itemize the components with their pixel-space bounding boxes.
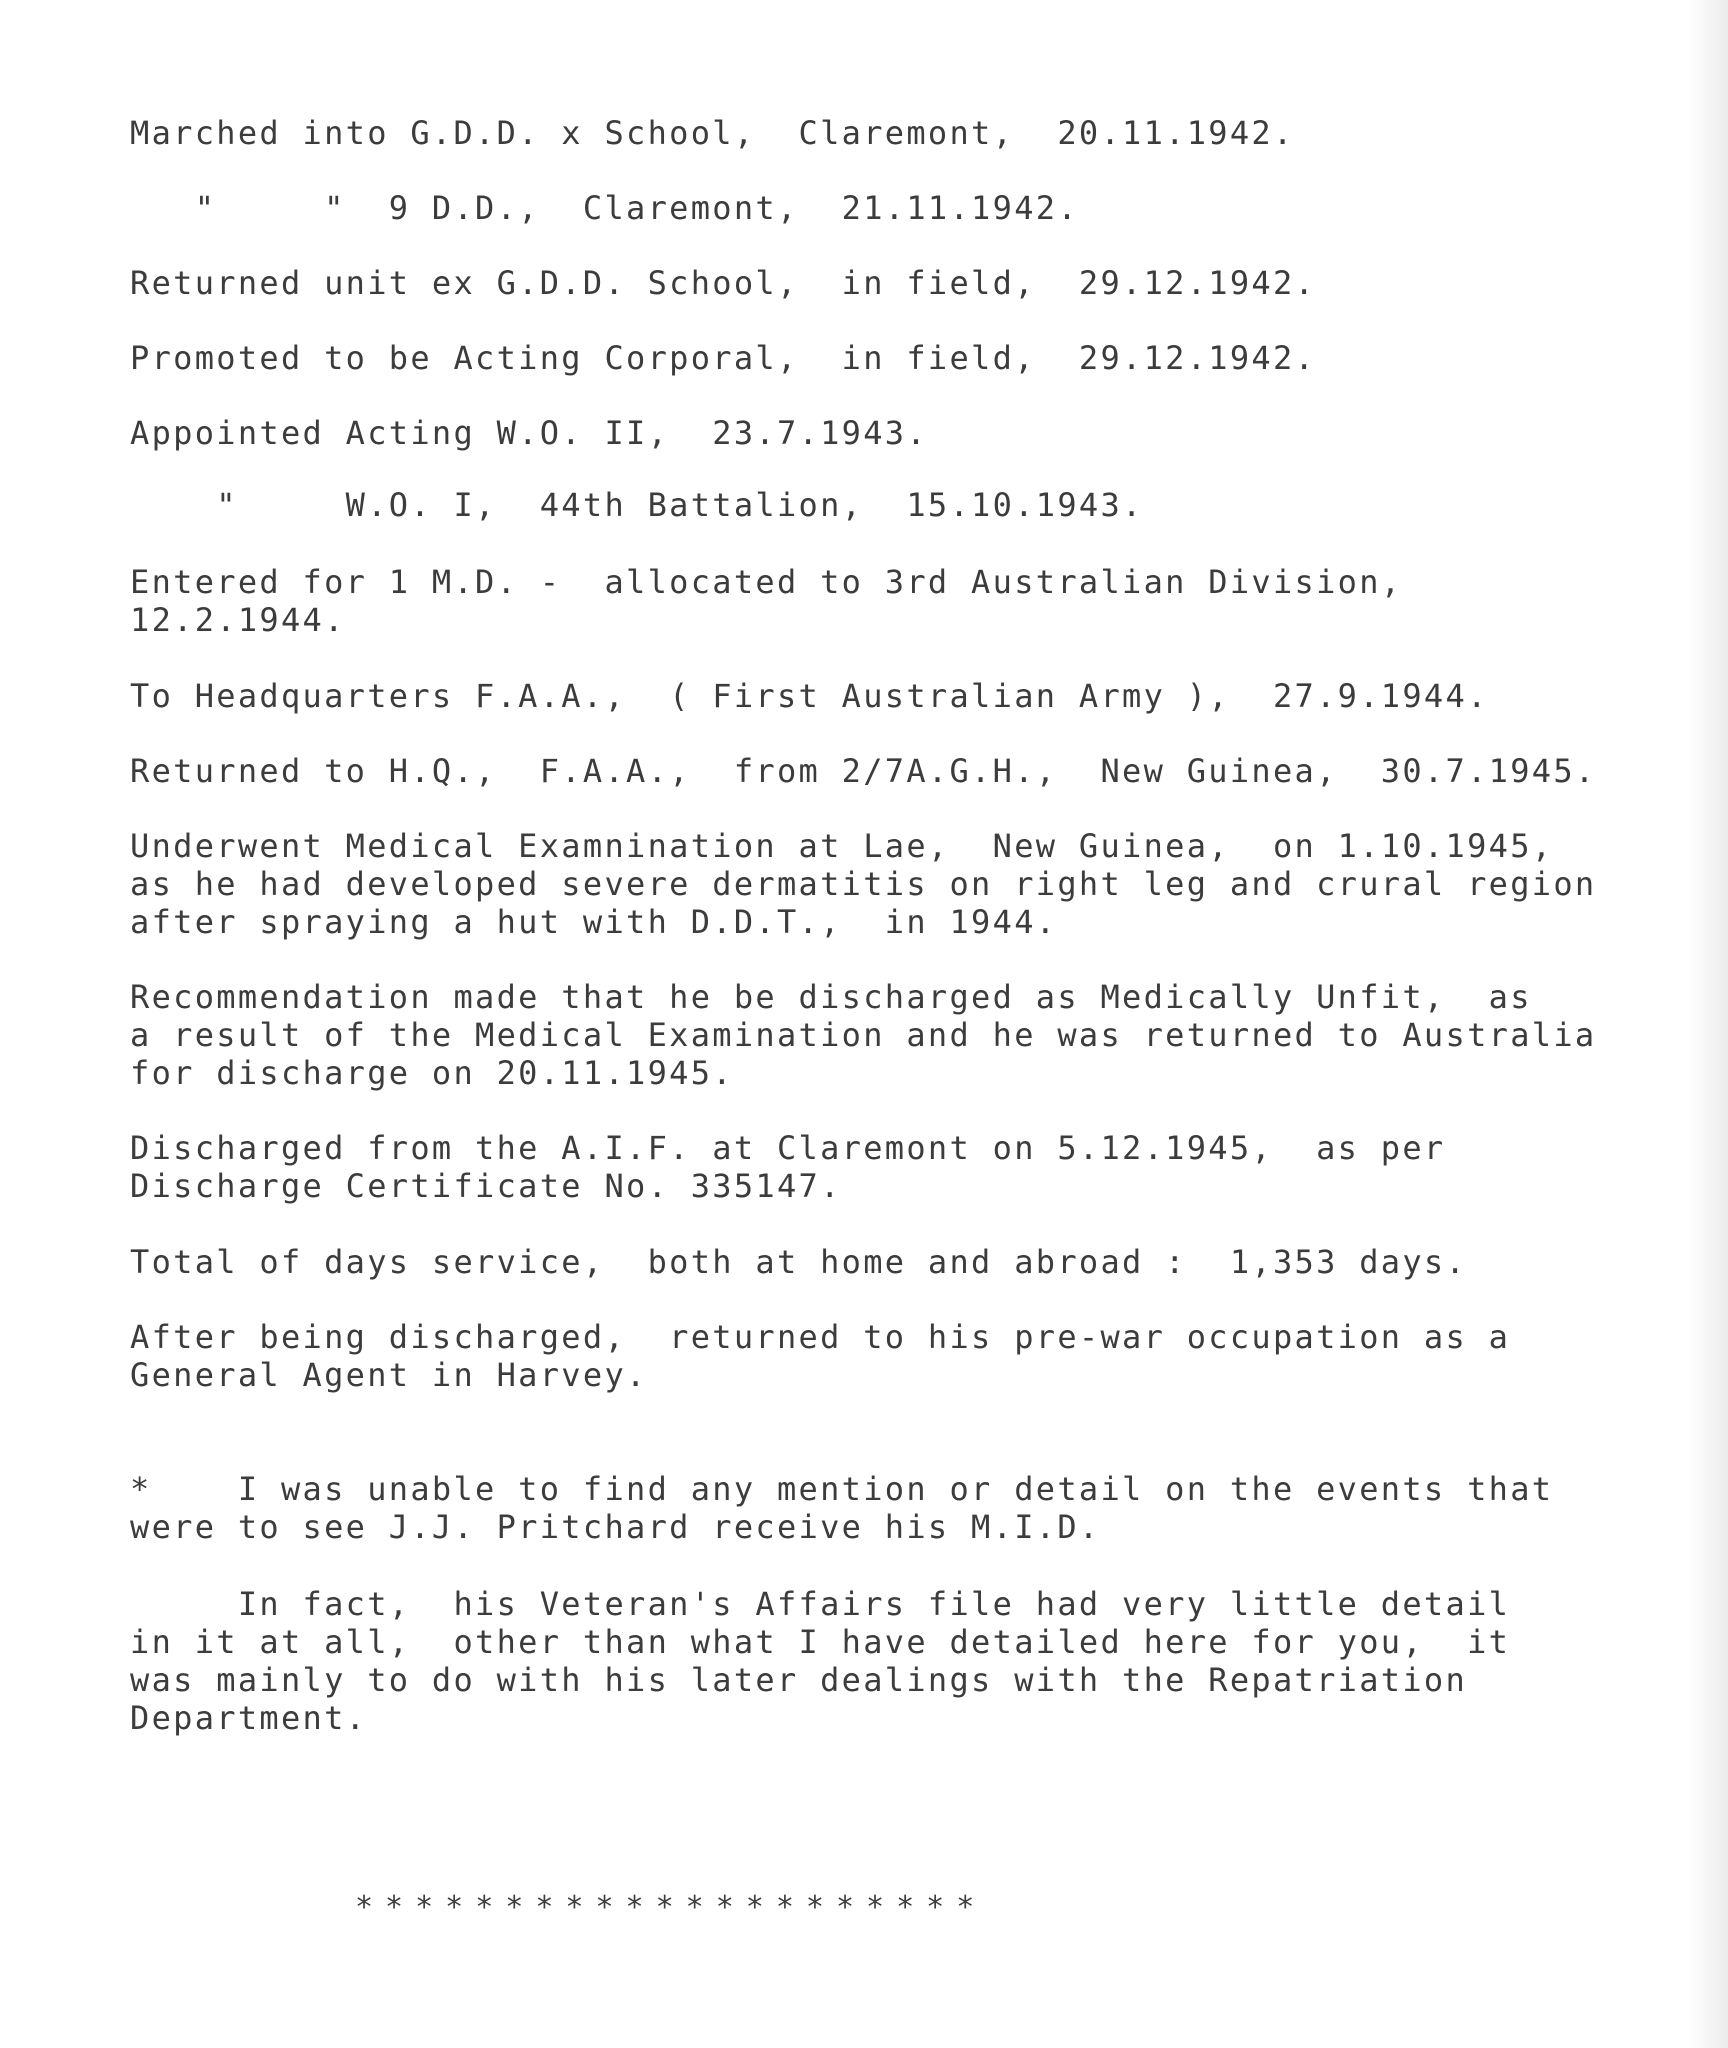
closing-paragraph <box>130 1585 1690 1737</box>
service-entry <box>130 827 1690 941</box>
footer-asterisk-divider: ********************* <box>355 1890 987 1925</box>
entry-line: Entered for 1 M.D. - allocated to 3rd Australian Division, <box>130 563 1403 601</box>
closing-line: Department. <box>130 1699 368 1737</box>
entry-line: " " 9 D.D., Claremont, 21.11.1942. <box>130 189 1079 227</box>
service-entry <box>130 752 1690 790</box>
service-entry <box>130 1243 1690 1281</box>
entry-line: Discharged from the A.I.F. at Claremont on 5.12.1945, as per <box>130 1129 1446 1167</box>
closing-line: was mainly to do with his later dealings with the Repatriation <box>130 1661 1468 1699</box>
service-entry <box>130 1129 1690 1205</box>
entry-line: General Agent in Harvey. <box>130 1356 648 1394</box>
service-entry <box>130 486 1690 524</box>
entry-line: after spraying a hut with D.D.T., in 1944. <box>130 903 1058 941</box>
entry-line: a result of the Medical Examination and he was returned to Australia <box>130 1016 1597 1054</box>
closing-line: In fact, his Veteran's Affairs file had very little detail <box>130 1585 1511 1623</box>
entry-line: Returned to H.Q., F.A.A., from 2/7A.G.H., New Guinea, 30.7.1945. <box>130 752 1597 790</box>
entry-line: Returned unit ex G.D.D. School, in field, 29.12.1942. <box>130 264 1317 302</box>
entry-line: Underwent Medical Examnination at Lae, New Guinea, on 1.10.1945, <box>130 827 1554 865</box>
footnote-line: * I was unable to find any mention or detail on the events that <box>130 1470 1554 1508</box>
entry-line: Recommendation made that he be discharged as Medically Unfit, as <box>130 978 1532 1016</box>
service-entry <box>130 978 1690 1092</box>
service-entry <box>130 339 1690 377</box>
page-edge-shadow <box>1688 0 1728 2048</box>
service-entry <box>130 114 1690 152</box>
entry-line: " W.O. I, 44th Battalion, 15.10.1943. <box>130 486 1144 524</box>
entry-line: as he had developed severe dermatitis on right leg and crural region <box>130 865 1597 903</box>
service-entry <box>130 264 1690 302</box>
closing-line: in it at all, other than what I have detailed here for you, it <box>130 1623 1511 1661</box>
entry-line: for discharge on 20.11.1945. <box>130 1054 734 1092</box>
entry-line: Marched into G.D.D. x School, Claremont, 20.11.1942. <box>130 114 1295 152</box>
service-entry <box>130 677 1690 715</box>
entry-line: 12.2.1944. <box>130 601 346 639</box>
footnote <box>130 1470 1690 1546</box>
entry-line: To Headquarters F.A.A., ( First Australian Army ), 27.9.1944. <box>130 677 1489 715</box>
entry-line: Total of days service, both at home and abroad : 1,353 days. <box>130 1243 1468 1281</box>
service-entry <box>130 414 1690 452</box>
entry-line: Discharge Certificate No. 335147. <box>130 1167 842 1205</box>
footnote-line: were to see J.J. Pritchard receive his M.I.D. <box>130 1508 1101 1546</box>
entry-line: Appointed Acting W.O. II, 23.7.1943. <box>130 414 928 452</box>
entry-line: Promoted to be Acting Corporal, in field, 29.12.1942. <box>130 339 1317 377</box>
entry-line: After being discharged, returned to his pre-war occupation as a <box>130 1318 1511 1356</box>
service-entry <box>130 189 1690 227</box>
service-entry <box>130 563 1690 639</box>
service-entry <box>130 1318 1690 1394</box>
